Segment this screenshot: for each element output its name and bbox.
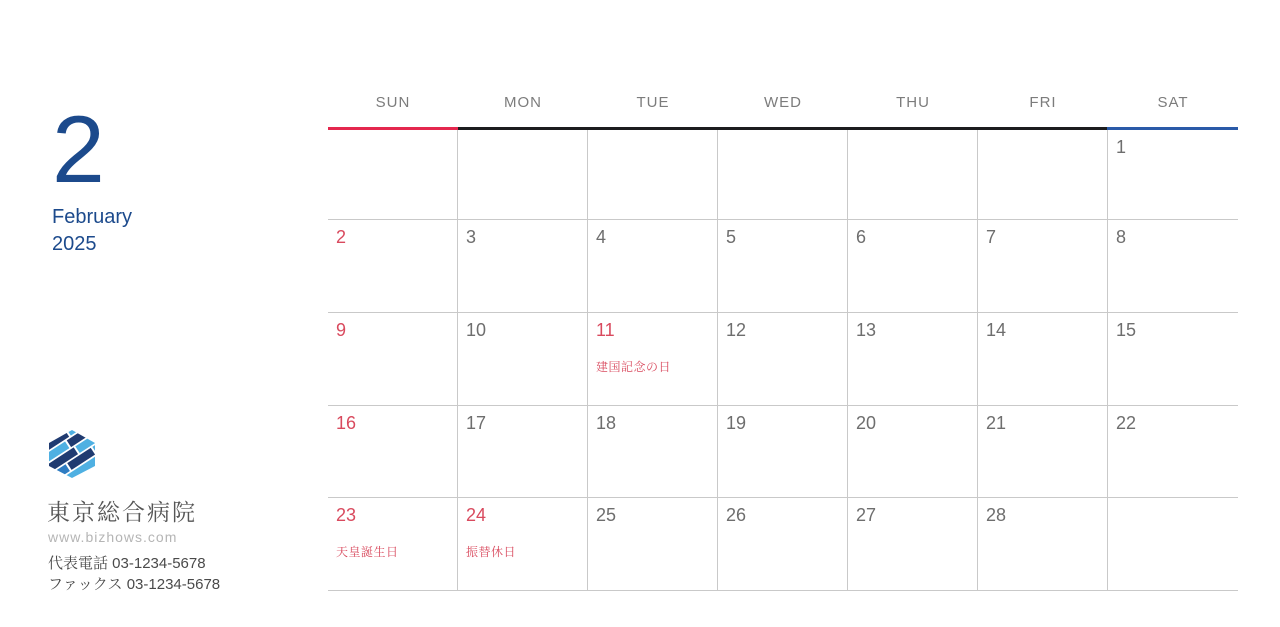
date-number: 6 [856,227,867,247]
fax-number: ファックス 03-1234-5678 [48,576,221,593]
date-number: 3 [466,227,477,247]
date-number: 19 [726,413,747,433]
date-number: 23 [336,505,357,525]
calendar-cell-2 [328,220,458,313]
date-number: 12 [726,320,747,340]
date-number: 28 [986,505,1007,525]
month-block [52,97,133,258]
calendar-cell-24 [458,498,588,591]
calendar-cell-18 [588,406,718,498]
weekday-label-thu: THU [896,94,930,111]
holiday-label: 建国記念の日 [596,360,672,374]
weekday-label-mon: MON [504,94,542,111]
calendar-cell-empty [978,130,1108,220]
calendar-cell-15 [1108,313,1238,406]
phone-number: 代表電話 03-1234-5678 [48,555,206,572]
weekday-label-fri: FRI [1029,94,1057,111]
calendar-cell-13 [848,313,978,406]
date-number: 4 [596,227,607,247]
calendar-cell-21 [978,406,1108,498]
calendar-cell-empty [848,130,978,220]
calendar-cell-10 [458,313,588,406]
calendar-cell-8 [1108,220,1238,313]
month-year: 2025 [52,233,97,255]
date-number: 13 [856,320,877,340]
month-name: February [52,206,133,228]
calendar-cell-27 [848,498,978,591]
date-number: 24 [466,505,487,525]
date-number: 25 [596,505,617,525]
date-number: 22 [1116,413,1137,433]
website-url: www.bizhows.com [48,529,178,545]
date-number: 17 [466,413,487,433]
holiday-label: 振替休日 [466,545,517,559]
date-number: 8 [1116,227,1127,247]
date-number: 11 [596,320,615,340]
calendar-cell-26 [718,498,848,591]
weekday-label-wed: WED [764,94,802,111]
date-number: 5 [726,227,737,247]
date-number: 2 [336,227,347,247]
calendar-cell-28 [978,498,1108,591]
calendar-grid [328,130,1238,591]
calendar-cell-7 [978,220,1108,313]
calendar-cell-22 [1108,406,1238,498]
calendar-cell-empty [328,130,458,220]
date-number: 21 [986,413,1007,433]
date-number: 18 [596,413,617,433]
weekday-label-tue: TUE [636,94,670,111]
date-number: 20 [856,413,877,433]
date-number: 16 [336,413,357,433]
calendar-cell-14 [978,313,1108,406]
calendar-cell-empty [718,130,848,220]
date-number: 1 [1116,137,1127,157]
weekday-label-sun: SUN [375,94,411,111]
calendar-cell-9 [328,313,458,406]
calendar-cell-4 [588,220,718,313]
calendar-cell-16 [328,406,458,498]
calendar-cell-20 [848,406,978,498]
calendar-cell-3 [458,220,588,313]
calendar-cell-5 [718,220,848,313]
hospital-logo-icon [46,430,98,478]
date-number: 10 [466,320,487,340]
month-number: 2 [52,97,103,203]
calendar-cell-empty [1108,498,1238,591]
weekday-label-sat: SAT [1157,94,1189,111]
date-number: 15 [1116,320,1137,340]
hospital-name: 東京総合病院 [47,499,197,525]
date-number: 9 [336,320,347,340]
calendar-cell-23 [328,498,458,591]
weekday-header-row [328,78,1238,127]
calendar-cell-11 [588,313,718,406]
calendar-cell-empty [588,130,718,220]
calendar-cell-19 [718,406,848,498]
calendar-cell-25 [588,498,718,591]
holiday-label: 天皇誕生日 [336,545,399,559]
date-number: 14 [986,320,1007,340]
date-number: 26 [726,505,747,525]
calendar-cell-1 [1108,130,1238,220]
calendar [328,78,1238,591]
calendar-cell-empty [458,130,588,220]
calendar-cell-12 [718,313,848,406]
date-number: 7 [986,227,997,247]
calendar-cell-6 [848,220,978,313]
calendar-cell-17 [458,406,588,498]
date-number: 27 [856,505,877,525]
